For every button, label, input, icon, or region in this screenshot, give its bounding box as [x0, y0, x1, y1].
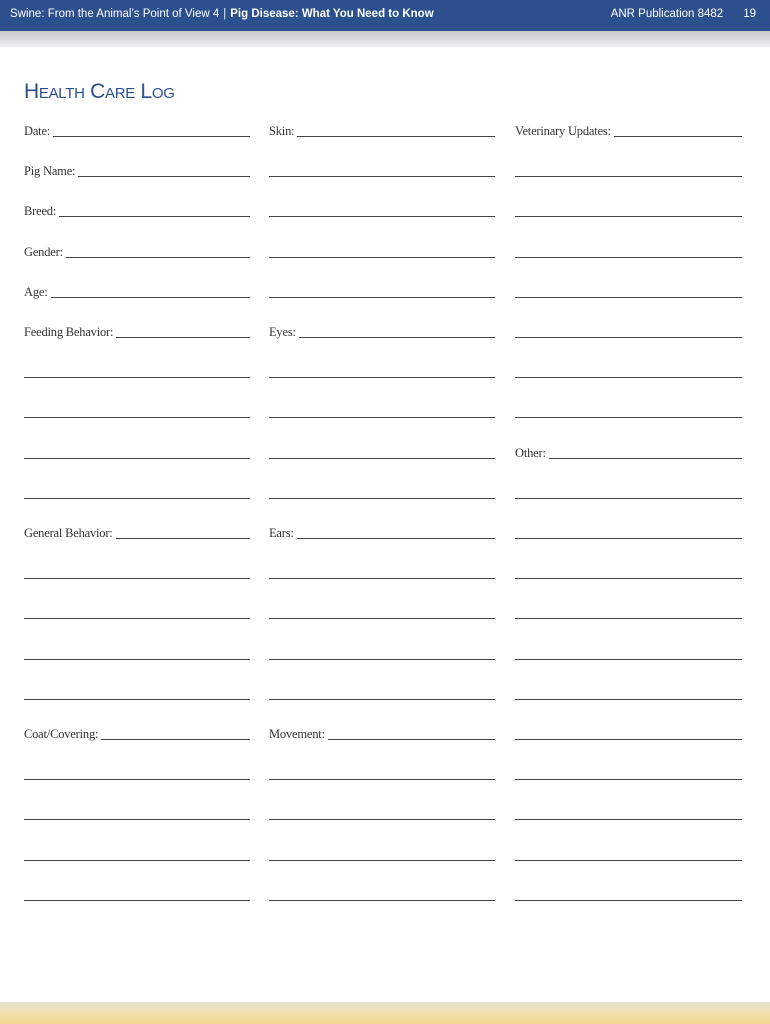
skin-label: Skin:	[269, 124, 295, 138]
running-header	[10, 8, 434, 20]
blank-entry-line[interactable]	[269, 684, 495, 702]
blank-entry-line[interactable]	[515, 483, 742, 501]
publication-info	[611, 8, 756, 20]
fill-in-line[interactable]	[515, 699, 742, 700]
document-title: Pig Disease: What You Need to Know	[230, 8, 434, 20]
fill-in-line[interactable]	[515, 779, 742, 780]
skin-field[interactable]	[269, 121, 495, 139]
ears-field[interactable]	[269, 523, 495, 541]
header-shadow-band	[0, 31, 770, 47]
age-field[interactable]	[24, 282, 250, 300]
fill-in-line[interactable]	[515, 659, 742, 660]
fill-in-line[interactable]	[515, 618, 742, 619]
blank-entry-line[interactable]	[515, 201, 742, 219]
blank-entry-line[interactable]	[515, 282, 742, 300]
blank-entry-line[interactable]	[515, 845, 742, 863]
fill-in-line[interactable]	[297, 538, 495, 539]
blank-entry-line[interactable]	[24, 603, 250, 621]
gender-label: Gender:	[24, 244, 63, 259]
blank-entry-line[interactable]	[515, 684, 742, 702]
blank-entry-line[interactable]	[24, 684, 250, 702]
fill-in-line[interactable]	[24, 578, 250, 579]
blank-entry-line[interactable]	[269, 402, 495, 420]
veterinary-updates-label: Veterinary Updates:	[515, 124, 611, 138]
blank-entry-line[interactable]	[269, 242, 495, 260]
fill-in-line[interactable]	[53, 136, 250, 137]
fill-in-line[interactable]	[269, 578, 495, 579]
blank-entry-line[interactable]	[269, 201, 495, 219]
eyes-field[interactable]	[269, 322, 495, 340]
fill-in-line[interactable]	[515, 377, 742, 378]
breed-label: Breed:	[24, 204, 57, 219]
fill-in-line[interactable]	[269, 458, 495, 459]
pig-name-label: Pig Name:	[24, 164, 76, 179]
fill-in-line[interactable]	[59, 216, 250, 217]
blank-entry-line[interactable]	[269, 885, 495, 903]
blank-entry-line[interactable]	[24, 885, 250, 903]
page-number: 19	[743, 8, 756, 20]
blank-entry-line[interactable]	[515, 885, 742, 903]
other-label: Other:	[515, 445, 546, 460]
blank-entry-line[interactable]	[515, 242, 742, 260]
fill-in-line[interactable]	[24, 498, 250, 499]
blank-entry-line[interactable]	[24, 764, 250, 782]
fill-in-line[interactable]	[101, 739, 250, 740]
date-field[interactable]	[24, 121, 250, 139]
fill-in-line[interactable]	[269, 216, 495, 217]
fill-in-line[interactable]	[24, 779, 250, 780]
fill-in-line[interactable]	[24, 618, 250, 619]
blank-entry-line[interactable]	[515, 402, 742, 420]
feeding-behavior-field[interactable]	[24, 322, 250, 340]
blank-entry-line[interactable]	[24, 443, 250, 461]
fill-in-line[interactable]	[515, 739, 742, 740]
page-title: Health Care Log	[24, 80, 175, 103]
fill-in-line[interactable]	[515, 498, 742, 499]
publication-number: ANR Publication 8482	[610, 8, 724, 20]
fill-in-line[interactable]	[269, 860, 495, 861]
general-behavior-field[interactable]	[24, 523, 250, 541]
blank-entry-line[interactable]	[515, 644, 742, 662]
movement-field[interactable]	[269, 724, 495, 742]
fill-in-line[interactable]	[269, 257, 495, 258]
fill-in-line[interactable]	[515, 257, 742, 258]
fill-in-line[interactable]	[299, 337, 495, 338]
blank-entry-line[interactable]	[269, 804, 495, 822]
blank-entry-line[interactable]	[269, 563, 495, 581]
fill-in-line[interactable]	[515, 538, 742, 539]
movement-label: Movement:	[269, 727, 325, 741]
fill-in-line[interactable]	[51, 297, 251, 298]
breed-field[interactable]	[24, 201, 250, 219]
blank-entry-line[interactable]	[269, 764, 495, 782]
blank-entry-line[interactable]	[269, 161, 495, 179]
veterinary-updates-field[interactable]	[515, 121, 742, 139]
blank-entry-line[interactable]	[269, 483, 495, 501]
fill-in-line[interactable]	[269, 699, 495, 700]
fill-in-line[interactable]	[24, 659, 250, 660]
blank-entry-line[interactable]	[24, 563, 250, 581]
other-field[interactable]	[515, 443, 742, 461]
fill-in-line[interactable]	[24, 699, 250, 700]
blank-entry-line[interactable]	[24, 804, 250, 822]
blank-entry-line[interactable]	[515, 563, 742, 581]
blank-entry-line[interactable]	[515, 804, 742, 822]
blank-entry-line[interactable]	[269, 443, 495, 461]
coat-covering-field[interactable]	[24, 724, 250, 742]
fill-in-line[interactable]	[269, 779, 495, 780]
fill-in-line[interactable]	[24, 900, 250, 901]
fill-in-line[interactable]	[269, 498, 495, 499]
blank-entry-line[interactable]	[269, 845, 495, 863]
fill-in-line[interactable]	[24, 377, 250, 378]
fill-in-line[interactable]	[328, 739, 495, 740]
fill-in-line[interactable]	[515, 578, 742, 579]
blank-entry-line[interactable]	[515, 764, 742, 782]
fill-in-line[interactable]	[515, 216, 742, 217]
fill-in-line[interactable]	[297, 136, 495, 137]
fill-in-line[interactable]	[549, 458, 742, 459]
date-label: Date:	[24, 124, 51, 138]
gender-field[interactable]	[24, 242, 250, 260]
blank-entry-line[interactable]	[24, 362, 250, 380]
fill-in-line[interactable]	[269, 659, 495, 660]
blank-entry-line[interactable]	[515, 322, 742, 340]
fill-in-line[interactable]	[116, 538, 250, 539]
eyes-label: Eyes:	[269, 325, 296, 339]
fill-in-line[interactable]	[269, 176, 495, 177]
blank-entry-line[interactable]	[515, 724, 742, 742]
blank-entry-line[interactable]	[24, 644, 250, 662]
blank-entry-line[interactable]	[269, 282, 495, 300]
fill-in-line[interactable]	[269, 417, 495, 418]
series-title: Swine: From the Animal’s Point of View 4	[10, 8, 220, 20]
blank-entry-line[interactable]	[515, 362, 742, 380]
fill-in-line[interactable]	[515, 337, 742, 338]
fill-in-line[interactable]	[515, 900, 742, 901]
blank-entry-line[interactable]	[24, 402, 250, 420]
coat-covering-label: Coat/Covering:	[24, 727, 99, 741]
fill-in-line[interactable]	[515, 819, 742, 820]
footer-band	[0, 1002, 770, 1024]
fill-in-line[interactable]	[24, 819, 250, 820]
fill-in-line[interactable]	[515, 417, 742, 418]
header-separator: |	[223, 8, 227, 20]
blank-entry-line[interactable]	[269, 644, 495, 662]
ears-label: Ears:	[269, 526, 294, 540]
blank-entry-line[interactable]	[24, 483, 250, 501]
fill-in-line[interactable]	[515, 860, 742, 861]
blank-entry-line[interactable]	[515, 603, 742, 621]
feeding-behavior-label: Feeding Behavior:	[24, 325, 114, 339]
blank-entry-line[interactable]	[269, 362, 495, 380]
fill-in-line[interactable]	[116, 337, 250, 338]
blank-entry-line[interactable]	[269, 603, 495, 621]
fill-in-line[interactable]	[269, 900, 495, 901]
age-label: Age:	[24, 284, 48, 299]
fill-in-line[interactable]	[78, 176, 250, 177]
fill-in-line[interactable]	[24, 860, 250, 861]
fill-in-line[interactable]	[515, 176, 742, 177]
fill-in-line[interactable]	[269, 618, 495, 619]
fill-in-line[interactable]	[269, 377, 495, 378]
fill-in-line[interactable]	[269, 819, 495, 820]
header-bar	[0, 0, 770, 31]
blank-entry-line[interactable]	[515, 161, 742, 179]
blank-entry-line[interactable]	[515, 523, 742, 541]
fill-in-line[interactable]	[66, 257, 250, 258]
fill-in-line[interactable]	[269, 297, 495, 298]
general-behavior-label: General Behavior:	[24, 526, 113, 540]
fill-in-line[interactable]	[515, 297, 742, 298]
fill-in-line[interactable]	[614, 136, 742, 137]
pig-name-field[interactable]	[24, 161, 250, 179]
fill-in-line[interactable]	[24, 417, 250, 418]
fill-in-line[interactable]	[24, 458, 250, 459]
blank-entry-line[interactable]	[24, 845, 250, 863]
